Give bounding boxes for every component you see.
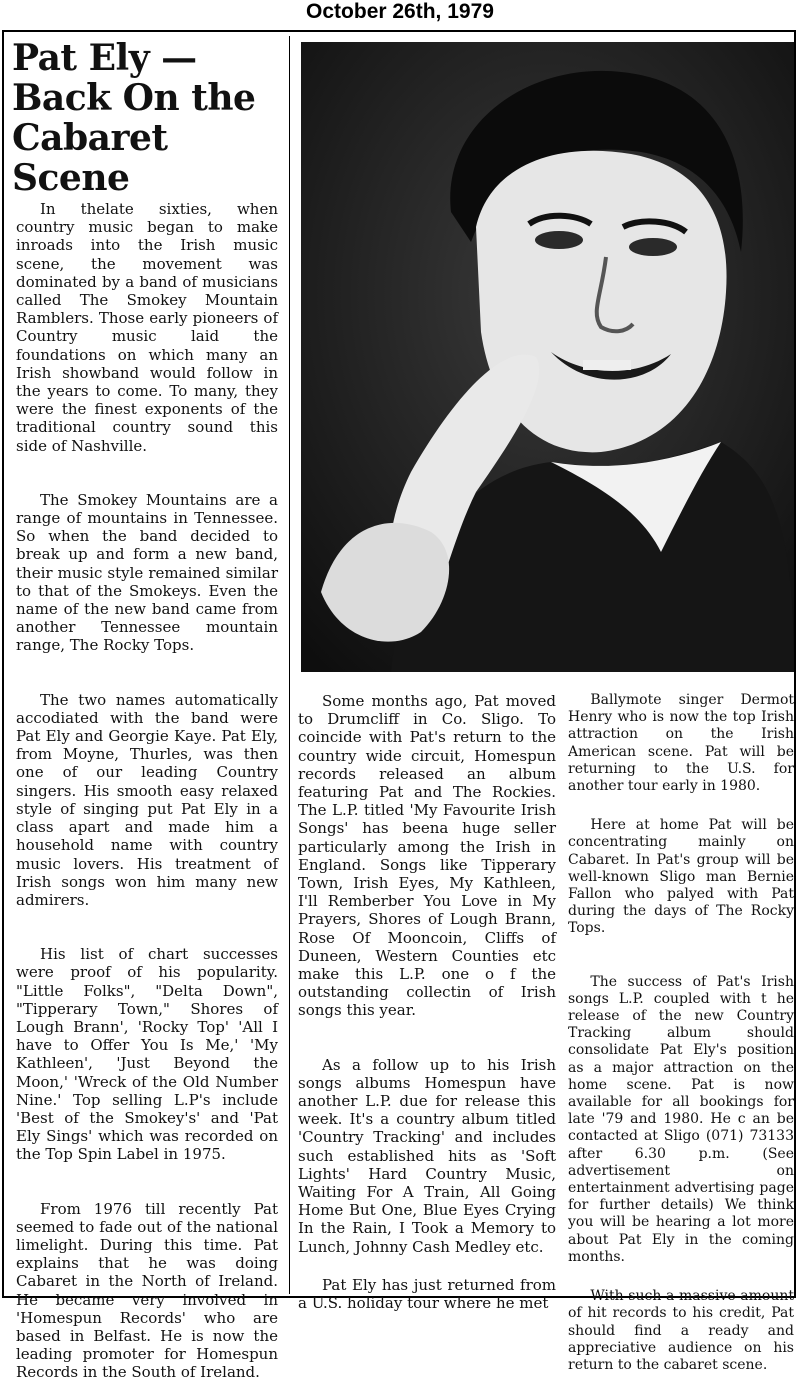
headline <box>12 38 282 198</box>
column-rule <box>289 36 290 1294</box>
article-column-1 <box>16 200 278 1382</box>
date-header: October 26th, 1979 <box>306 0 494 23</box>
paragraph: From 1976 till recently Pat seemed to fade out of the national limelight. During this time. Pat explains that he was doing Cabaret in the North of Ireland. He became very involved in 'Homespun Records' who are based in Belfast. He is now the leading promoter for Homespun Records in the South of Ireland. <box>16 1199 278 1382</box>
paragraph: Pat Ely has just returned from a U.S. holiday tour where he met <box>298 1275 556 1313</box>
headline-line-3: Cabaret Scene <box>12 117 168 199</box>
paragraph: The success of Pat's Irish songs L.P. coupled with t he release of the new Country Tracking album should consolidate Pat Ely's position as a major attraction on the home scene. Pat is now available for all bookings for late '79 and 1980. He c an be contacted at Sligo (071) 73133 after 6.30 p.m. (See advertisement on entertainment advertising page for further details) We think you will be hearing a lot more about Pat Ely in the coming months. <box>568 973 794 1265</box>
paragraph: The Smokey Mountains are a range of mountains in Tennessee. So when the band decided to break up and form a new band, their music style remained similar to that of the Smokeys. Even the name of the new band came from another Tennessee mountain range, The Rocky Tops. <box>16 490 278 655</box>
paragraph: In thelate sixties, when country music began to make inroads into the Irish music scene, the movement was dominated by a band of musicians called The Smokey Mountain Ramblers. Those early pioneers of Country music laid the foundations on which many an Irish showband would follow in the years to come. To many, they were the finest exponents of the traditional country sound this side of Nashville. <box>16 200 278 455</box>
paragraph: The two names automatically accodiated with the band were Pat Ely and Georgie Kaye. Pat Ely, from Moyne, Thurles, was then one of our leading Country singers. His smooth easy relaxed style of singing put Pat Ely in a class apart and made him a household name with country music lovers. His treatment of Irish songs won him many new admirers. <box>16 690 278 909</box>
paragraph: His list of chart successes were proof of his popularity. "Little Folks", "Delta Down", "Tipperary Town," Shores of Lough Brann', 'Rocky Top' 'All I have to Offer You Is Me,' 'My Kathleen', 'Just Beyond the Moon,' 'Wreck of the Old Number Nine.' Top selling L.P's include 'Best of the Smokey's' and 'Pat Ely Sings' which was recorded on the Top Spin Label in 1975. <box>16 945 278 1164</box>
paragraph: Here at home Pat will be concentrating mainly on Cabaret. In Pat's group will be well-known Sligo man Bernie Fallon who palyed with Pat during the days of The Rocky Tops. <box>568 817 794 937</box>
paragraph: With such a massive amount of hit records to his credit, Pat should find a ready and appreciative audience on his return to the cabaret scene. <box>568 1288 794 1373</box>
paragraph: Some months ago, Pat moved to Drumcliff in Co. Sligo. To coincide with Pat's return to the country wide circuit, Homespun records released an album featuring Pat and The Rockies. The L.P. titled 'My Favourite Irish Songs' has beena huge seller particularly among the Irish in England. Songs like Tipperary Town, Irish Eyes, My Kathleen, I'll Remberber You Love in My Prayers, Shores of Lough Brann, Rose Of Mooncoin, Cliffs of Duneen, Western Counties etc make this L.P. one o f the outstanding collectin of Irish songs this year. <box>298 692 556 1020</box>
headline-line-2: Back On the <box>12 77 256 119</box>
headline-line-1: Pat Ely — <box>12 37 197 79</box>
portrait-image <box>301 42 794 672</box>
article-column-2 <box>298 692 556 1313</box>
paragraph: As a follow up to his Irish songs albums Homespun have another L.P. due for release this week. It's a country album titled 'Country Tracking' and includes such established hits as 'Soft Lights' Hard Country Music, Waiting For A Train, All Going Home But One, Blue Eyes Crying In the Rain, I Took a Memory to Lunch, Johnny Cash Medley etc. <box>298 1055 556 1256</box>
paragraph: Ballymote singer Dermot Henry who is now the top Irish attraction on the Irish American scene. Pat will be returning to the U.S. for another tour early in 1980. <box>568 692 794 795</box>
article-column-3 <box>568 692 794 1373</box>
portrait-photo <box>301 42 794 672</box>
